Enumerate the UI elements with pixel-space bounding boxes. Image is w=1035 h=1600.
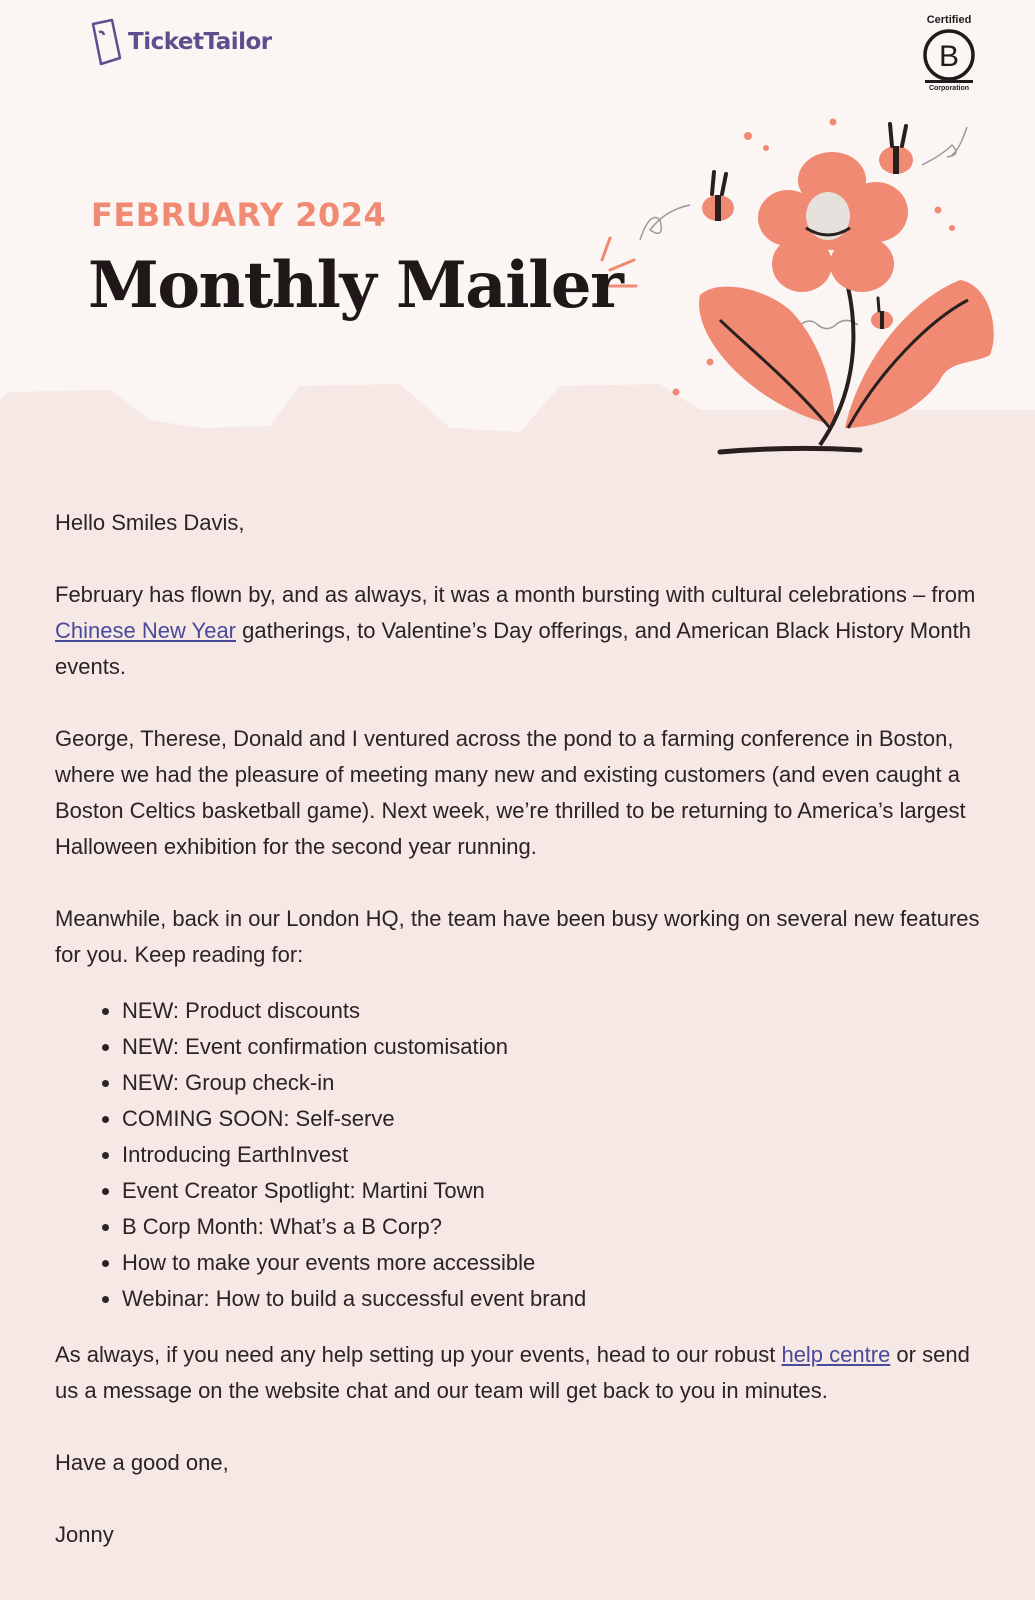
email-body (55, 505, 985, 1589)
signoff-line: Have a good one, (55, 1450, 229, 1475)
paragraph-text: As always, if you need any help setting up your events, head to our robust (55, 1342, 782, 1367)
newsletter-title: Monthly Mailer (88, 248, 623, 323)
list-item: • How to make your events more accessible (122, 1245, 985, 1281)
list-item: • Introducing EarthInvest (122, 1137, 985, 1173)
flower-bees-illustration (590, 110, 1010, 470)
feature-list (55, 993, 985, 1317)
issue-month: FEBRUARY 2024 (91, 196, 387, 234)
header-banner (0, 0, 1035, 490)
signoff-name: Jonny (55, 1522, 114, 1547)
greeting: Hello Smiles Davis, (55, 510, 245, 535)
paragraph-text: gatherings, to Valentine’s Day offerings, and American Black History Month events. (55, 618, 971, 679)
badge-letter: B (938, 40, 960, 73)
list-item: • NEW: Group check-in (122, 1065, 985, 1101)
badge-certified-label: Certified (926, 14, 972, 26)
help-centre-link[interactable]: help centre (781, 1342, 891, 1367)
b-corp-icon (921, 28, 977, 84)
list-item: • NEW: Event confirmation customisation (122, 1029, 985, 1065)
ticket-icon (90, 18, 124, 66)
paragraph-features-intro: Meanwhile, back in our London HQ, the team have been busy working on several new features for you. Keep reading for: (55, 906, 980, 967)
badge-corporation-label: Corporation (928, 85, 970, 92)
list-item: • B Corp Month: What’s a B Corp? (122, 1209, 985, 1245)
chinese-new-year-link[interactable]: Chinese New Year (55, 618, 237, 643)
paragraph-text: or send us a message on the website chat and our team will get back to you in minutes. (55, 1342, 970, 1403)
list-item: • Event Creator Spotlight: Martini Town (122, 1173, 985, 1209)
list-item: • NEW: Product discounts (122, 993, 985, 1029)
paragraph-boston: George, Therese, Donald and I ventured across the pond to a farming conference in Boston, where we had the pleasure of meeting many new and existing customers (and even caught a Boston Celtics basketball game). Next week, we’re thrilled to be returning to America’s largest Halloween exhibition for the second year running. (55, 726, 966, 859)
b-corp-badge (918, 14, 980, 106)
list-item: • Webinar: How to build a successful event brand (122, 1281, 985, 1317)
paragraph-celebrations (55, 577, 985, 685)
paragraph-text: February has flown by, and as always, it was a month bursting with cultural celebrations – from (55, 582, 976, 607)
tickettailor-logo[interactable] (90, 18, 272, 66)
logo-text: TicketTailor (128, 29, 272, 55)
list-item: • COMING SOON: Self-serve (122, 1101, 985, 1137)
paragraph-help (55, 1337, 985, 1409)
